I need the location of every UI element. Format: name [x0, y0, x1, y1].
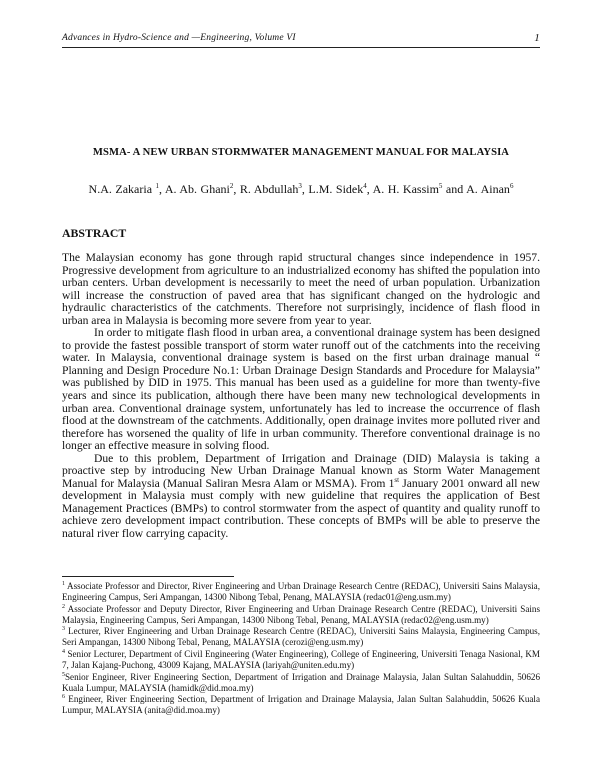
footnote-text: Lecturer, River Engineering and Urban Drainage Research Centre (REDAC), Universiti Sains Malaysia, Engineering Campus, Seri Ampangan, 14300 Nibong Tebal, Penang, MALAYSIA (cerozi@eng.usm.my): [62, 626, 540, 648]
footnote: [62, 604, 540, 626]
footnote-rule: [62, 576, 234, 577]
footnote-text: Associate Professor and Deputy Director, River Engineering and Urban Drainage Research Centre (REDAC), Universiti Sains Malaysia, Engineering Campus, Seri Ampangan, 14300 Nibong Tebal, Penang, MALAYSIA (redac02@eng.usm.my): [62, 603, 540, 625]
author-affiliation: 2: [229, 182, 234, 190]
journal-title: Advances in Hydro-Science and —Engineering, Volume VI: [62, 33, 296, 43]
abstract-body: [62, 252, 540, 541]
author-separator: ,: [159, 182, 165, 196]
paper-title: MSMA- A NEW URBAN STORMWATER MANAGEMENT MANUAL FOR MALAYSIA: [92, 147, 510, 158]
author-affiliation: 1: [155, 182, 160, 190]
author-affiliation: 5: [438, 182, 443, 190]
author-name: A. Ainan: [466, 182, 510, 196]
footnote-number: 2: [62, 603, 65, 610]
header-rule: [62, 47, 540, 48]
footnote: [62, 626, 540, 648]
author-separator: ,: [233, 182, 240, 196]
author-affiliation: 6: [509, 182, 514, 190]
author-affiliation: 4: [363, 182, 367, 190]
abstract-paragraph: [62, 453, 540, 541]
footnote-text: Senior Engineer, River Engineering Section, Department of Irrigation and Drainage Malaysia, Jalan Sultan Salahuddin, 50626 Kuala Lumpur, MALAYSIA (hamidk@did.moa.my): [62, 671, 540, 693]
author-separator: ,: [366, 182, 373, 196]
footnote-text: Senior Lecturer, Department of Civil Engineering (Water Engineering), College of Engineering, Universiti Tenaga Nasional, KM 7, Jalan Kajang-Puchong, 43009 Kajang, MALAYSIA (lariyah@uniten.edu.my): [62, 649, 540, 671]
footnote: [62, 694, 540, 716]
author-separator: ,: [301, 182, 309, 196]
ordinal-superscript: st: [394, 475, 400, 484]
footnote-number: 6: [62, 694, 65, 701]
paragraph-text: January 2001 onward all new development in Malaysia must comply with new guideline that requires the application of Best Management Practices (BMPs) to control stormwater from the aspect of quantity and quality runoff to achieve zero development impact contribution. These concepts of BMPs will be able to preserve the natural river flow carrying capacity.: [62, 476, 540, 541]
footnote: [62, 672, 540, 694]
footnote-text: Engineer, River Engineering Section, Department of Irrigation and Drainage Malaysia, Jalan Sultan Salahuddin, 50626 Kuala Lumpur, MALAYSIA (anita@did.moa.my): [62, 694, 540, 716]
author-list: [62, 182, 540, 197]
running-header: [62, 33, 540, 43]
author-name: A. H. Kassim: [372, 182, 439, 196]
abstract-paragraph: In order to mitigate flash flood in urban area, a conventional drainage system has been designed to provide the fastest possible transport of storm water runoff out of the catchments into the receiving water. In Malaysia, conventional drainage system is based on the first urban drainage manual “ Planning and Design Procedure No.1: Urban Drainage Design Standards and Procedure for Malaysia” was published by DID in 1975. This manual has been used as a guideline for more than twenty-five years and since its publication, although there have been many new technological developments in urban area. Conventional drainage system, unfortunately has led to increase the occurrence of flash flood at the downstream of the catchments. Additionally, open drainage invites more polluted river and therefore has worsened the quality of life in urban community. Therefore conventional drainage is no longer an effective measure in solving flood.: [62, 326, 540, 453]
abstract-heading: ABSTRACT: [62, 226, 127, 240]
footnote-number: 4: [62, 649, 65, 656]
abstract-paragraph: The Malaysian economy has gone through rapid structural changes since independence in 1957. Progressive development from agriculture to an industrialized economy has shifted the population into urban centers. Urban development is necessarily to meet the need of urban population. Urbanization will increase the construction of paved area that has significant changed on the hydrologic and hydraulic characteristics of the catchments. Therefore not surprisingly, incidence of flash flood in urban area in Malaysia is becoming more severe from year to year.: [62, 251, 540, 327]
author-name: N.A. Zakaria: [88, 182, 156, 196]
author-name: L.M. Sidek: [308, 182, 364, 196]
footnote: [62, 581, 540, 603]
footnotes: [62, 581, 540, 717]
footnote-number: 3: [62, 626, 65, 633]
author-separator: and: [442, 182, 467, 196]
author-name: R. Abdullah: [239, 182, 299, 196]
author-name: A. Ab. Ghani: [164, 182, 230, 196]
footnote: [62, 649, 540, 671]
footnote-number: 1: [62, 580, 65, 587]
footnote-number: 5: [62, 671, 65, 678]
author-affiliation: 3: [298, 182, 302, 190]
footnote-text: Associate Professor and Director, River Engineering and Urban Drainage Research Centre (REDAC), Universiti Sains Malaysia, Engineering Campus, Seri Ampangan, 14300 Nibong Tebal, Penang, MALAYSIA (redac01@eng.usm.my): [62, 581, 540, 603]
paragraph-text: Due to this problem, Department of Irrigation and Drainage (DID) Malaysia is taking a proactive step by introducing New Urban Drainage Manual known as Storm Water Management Manual for Malaysia (Manual Saliran Mesra Alam or MSMA). From 1: [62, 451, 540, 490]
page-number: 1: [534, 32, 540, 44]
